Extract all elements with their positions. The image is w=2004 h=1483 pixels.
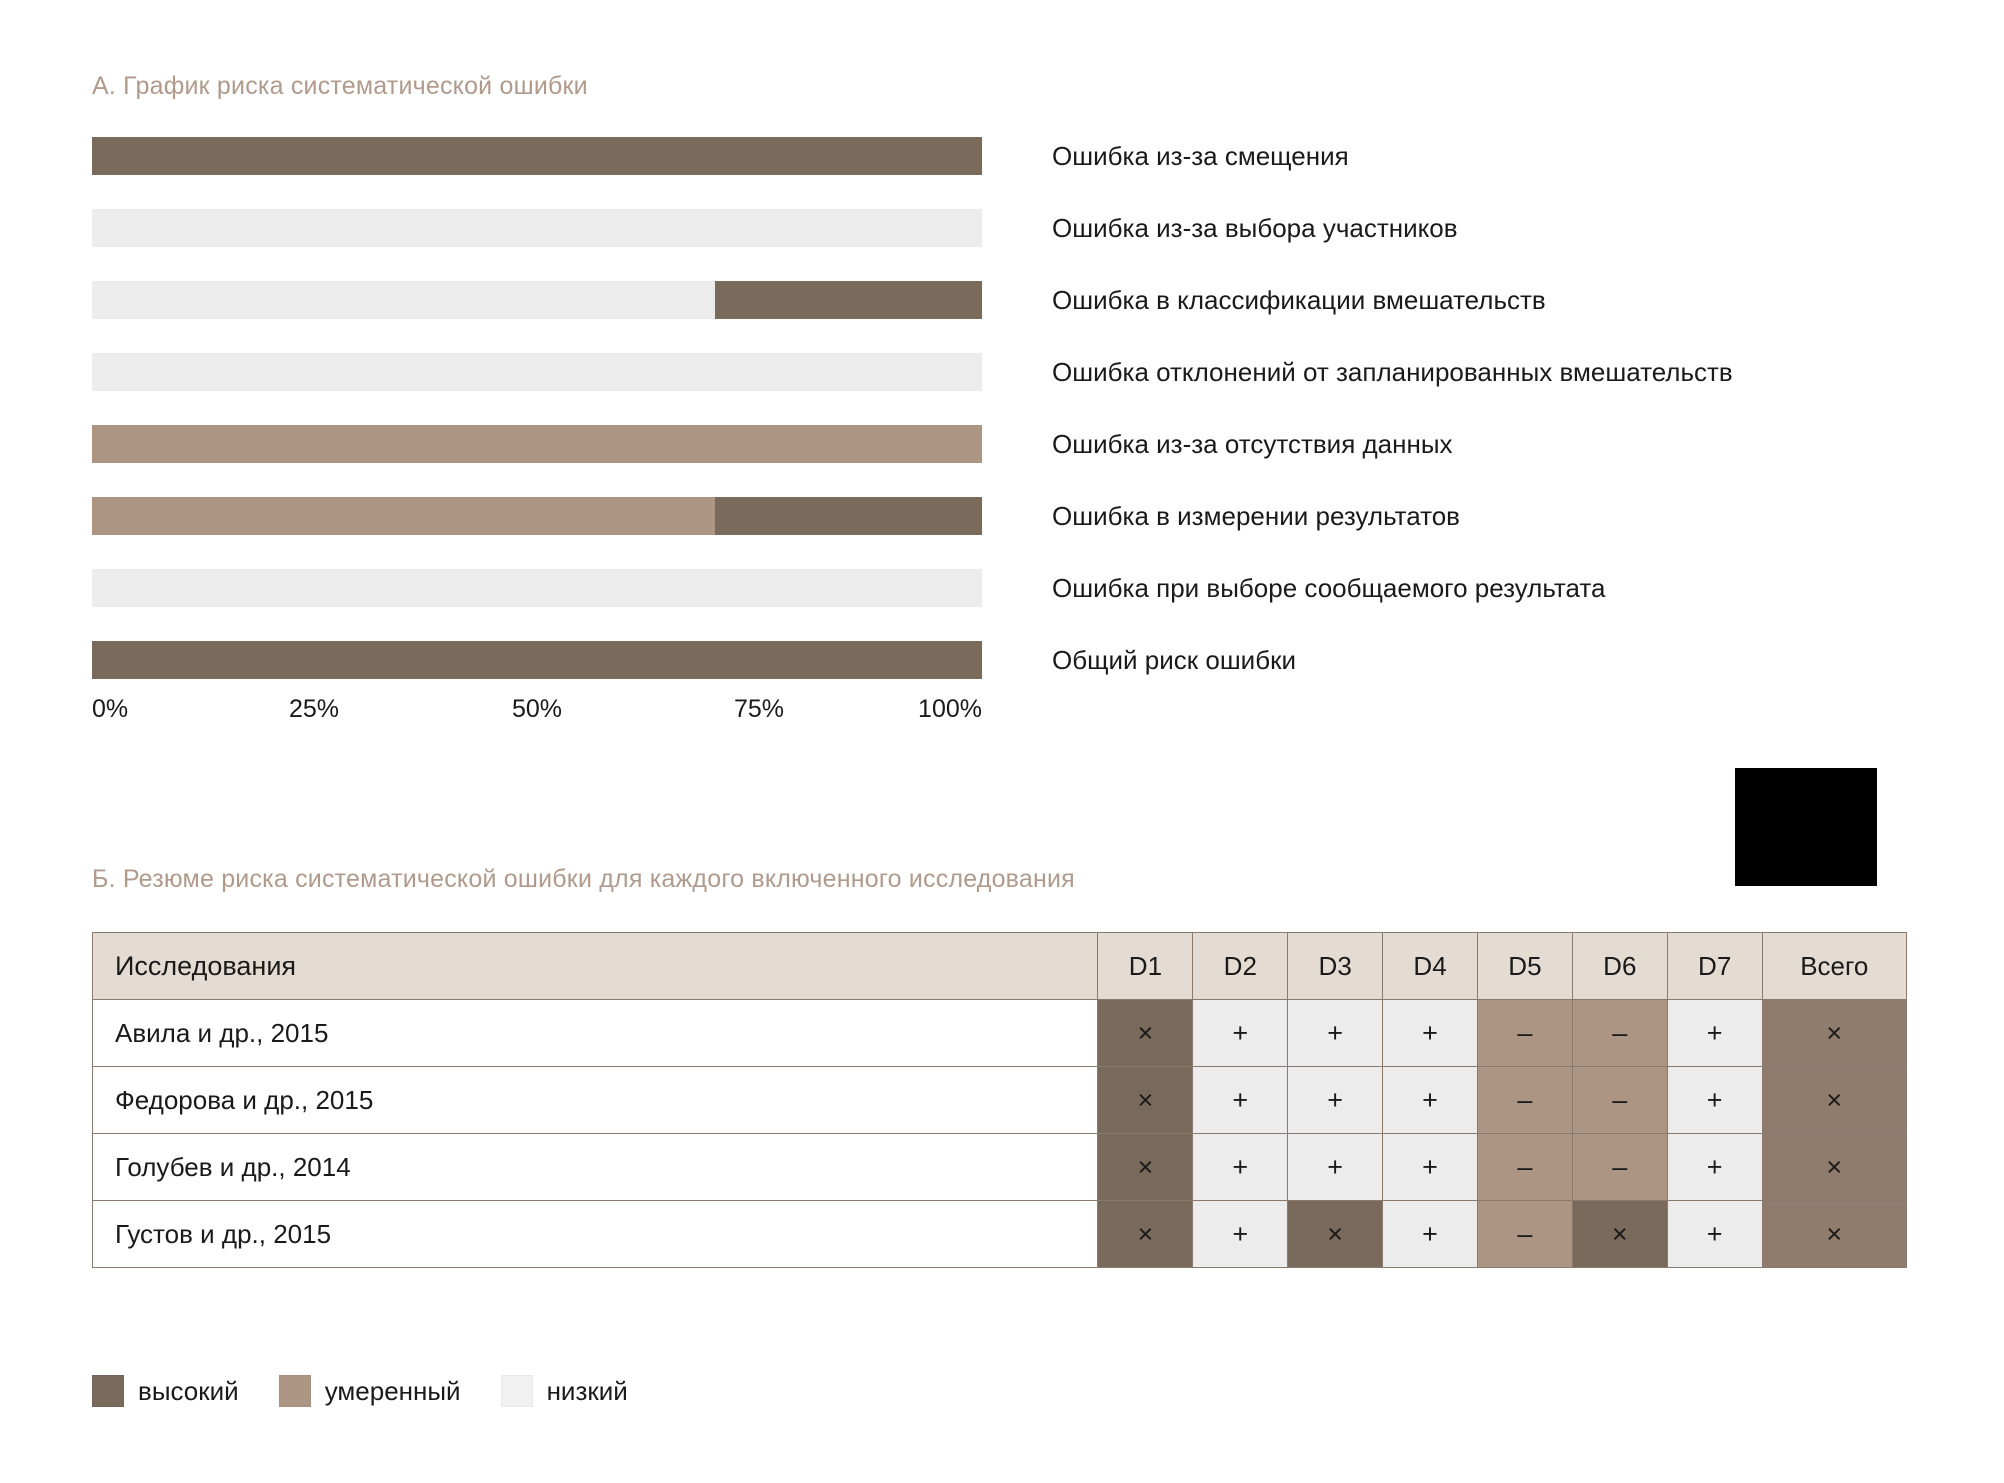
rob-mark: × [1826, 1018, 1843, 1048]
rob-cell-d5 [1477, 1000, 1572, 1067]
rob-cell-total [1762, 1201, 1906, 1268]
table-row [93, 1000, 1907, 1067]
rob-cell-d1 [1098, 1000, 1193, 1067]
legend-item-moderate [279, 1375, 461, 1407]
bar-segment-low [92, 353, 982, 391]
rob-cell-d6 [1572, 1000, 1667, 1067]
rob-cell-d5 [1477, 1134, 1572, 1201]
bar-row [92, 641, 1952, 679]
bar-label: Ошибка в классификации вмешательств [1052, 284, 1546, 315]
x-axis [92, 695, 982, 735]
table-header-row [93, 933, 1907, 1000]
study-name: Голубев и др., 2014 [93, 1134, 1098, 1201]
column-header-d7: D7 [1667, 933, 1762, 1000]
bar-label: Ошибка при выборе сообщаемого результата [1052, 572, 1606, 603]
bar-segment-moderate [92, 425, 982, 463]
bar-track [92, 569, 982, 607]
legend-label-moderate: умеренный [324, 1375, 461, 1406]
rob-mark: – [1612, 1152, 1628, 1182]
column-header-d2: D2 [1193, 933, 1288, 1000]
bar-segment-high [92, 641, 982, 679]
legend-swatch-moderate [279, 1375, 311, 1407]
bar-track [92, 497, 982, 535]
rob-cell-d4 [1383, 1000, 1478, 1067]
rob-mark: + [1706, 1018, 1723, 1048]
legend-item-high [92, 1375, 239, 1407]
column-header-total: Всего [1762, 933, 1906, 1000]
rob-cell-d2 [1193, 1134, 1288, 1201]
bar-segment-high [715, 281, 982, 319]
rob-mark: × [1137, 1152, 1154, 1182]
rob-mark: – [1612, 1085, 1628, 1115]
rob-mark: + [1232, 1219, 1249, 1249]
legend-label-high: высокий [138, 1375, 239, 1406]
rob-mark: × [1826, 1219, 1843, 1249]
rob-cell-d2 [1193, 1201, 1288, 1268]
bar-track [92, 209, 982, 247]
bar-row [92, 569, 1952, 607]
rob-cell-d4 [1383, 1134, 1478, 1201]
risk-of-bias-summary-panel [92, 865, 1952, 1268]
rob-cell-d5 [1477, 1201, 1572, 1268]
column-header-d3: D3 [1288, 933, 1383, 1000]
rob-cell-d3 [1288, 1134, 1383, 1201]
legend-label-low: низкий [546, 1375, 628, 1406]
rob-cell-d7 [1667, 1067, 1762, 1134]
rob-cell-total [1762, 1000, 1906, 1067]
risk-of-bias-graph-panel [92, 72, 1952, 735]
bar-label: Ошибка из-за выбора участников [1052, 212, 1458, 243]
bar-row [92, 497, 1952, 535]
column-header-studies: Исследования [93, 933, 1098, 1000]
rob-cell-d4 [1383, 1201, 1478, 1268]
table-row [93, 1201, 1907, 1268]
bar-track [92, 353, 982, 391]
panel-a-title: А. График риска систематической ошибки [92, 72, 588, 100]
bar-segment-low [92, 281, 715, 319]
bar-row [92, 353, 1952, 391]
bar-label: Общий риск ошибки [1052, 644, 1296, 675]
risk-of-bias-table [92, 932, 1907, 1268]
rob-mark: – [1517, 1219, 1533, 1249]
column-header-d5: D5 [1477, 933, 1572, 1000]
rob-cell-d2 [1193, 1067, 1288, 1134]
bar-label: Ошибка из-за смещения [1052, 140, 1349, 171]
table-row [93, 1134, 1907, 1201]
bar-track [92, 641, 982, 679]
bar-track [92, 425, 982, 463]
legend-item-low [501, 1375, 628, 1407]
rob-cell-d5 [1477, 1067, 1572, 1134]
rob-cell-d1 [1098, 1067, 1193, 1134]
axis-tick: 75% [733, 695, 785, 723]
bar-row [92, 281, 1952, 319]
rob-cell-d7 [1667, 1134, 1762, 1201]
legend [92, 1375, 654, 1407]
axis-tick: 50% [511, 695, 563, 723]
rob-mark: + [1232, 1152, 1249, 1182]
column-header-d6: D6 [1572, 933, 1667, 1000]
rob-mark: + [1327, 1085, 1344, 1115]
rob-mark: × [1327, 1219, 1344, 1249]
rob-mark: – [1517, 1018, 1533, 1048]
rob-cell-d7 [1667, 1201, 1762, 1268]
study-name: Густов и др., 2015 [93, 1201, 1098, 1268]
axis-tick: 0% [92, 695, 129, 723]
rob-mark: × [1137, 1085, 1154, 1115]
rob-cell-d3 [1288, 1000, 1383, 1067]
axis-tick: 25% [288, 695, 340, 723]
rob-mark: – [1517, 1152, 1533, 1182]
rob-mark: + [1232, 1018, 1249, 1048]
rob-cell-d3 [1288, 1067, 1383, 1134]
rob-cell-d2 [1193, 1000, 1288, 1067]
column-header-d1: D1 [1098, 933, 1193, 1000]
legend-swatch-low [501, 1375, 533, 1407]
rob-mark: × [1137, 1018, 1154, 1048]
bar-segment-high [92, 137, 982, 175]
rob-mark: × [1826, 1152, 1843, 1182]
panel-b-title: Б. Резюме риска систематической ошибки для каждого включенного исследования [92, 865, 1075, 893]
rob-mark: + [1327, 1018, 1344, 1048]
rob-mark: + [1706, 1152, 1723, 1182]
rob-mark: + [1232, 1085, 1249, 1115]
rob-mark: + [1422, 1018, 1438, 1048]
rob-mark: + [1422, 1152, 1438, 1182]
table-row [93, 1067, 1907, 1134]
bar-track [92, 137, 982, 175]
rob-mark: × [1826, 1085, 1843, 1115]
column-header-d4: D4 [1383, 933, 1478, 1000]
rob-mark: + [1422, 1219, 1438, 1249]
rob-cell-d3 [1288, 1201, 1383, 1268]
rob-mark: – [1517, 1085, 1533, 1115]
bar-row [92, 209, 1952, 247]
bar-label: Ошибка в измерении результатов [1052, 500, 1460, 531]
bar-segment-low [92, 569, 982, 607]
bar-row [92, 425, 1952, 463]
rob-cell-d4 [1383, 1067, 1478, 1134]
rob-cell-total [1762, 1134, 1906, 1201]
bar-row [92, 137, 1952, 175]
rob-mark: + [1706, 1085, 1723, 1115]
rob-mark: × [1137, 1219, 1154, 1249]
rob-cell-total [1762, 1067, 1906, 1134]
rob-mark: + [1327, 1152, 1344, 1182]
bar-segment-moderate [92, 497, 715, 535]
study-name: Авила и др., 2015 [93, 1000, 1098, 1067]
rob-cell-d6 [1572, 1201, 1667, 1268]
rob-mark: + [1706, 1219, 1723, 1249]
rob-cell-d7 [1667, 1000, 1762, 1067]
bar-track [92, 281, 982, 319]
bar-label: Ошибка из-за отсутствия данных [1052, 428, 1453, 459]
bar-segment-low [92, 209, 982, 247]
bar-segment-high [715, 497, 982, 535]
rob-mark: × [1611, 1219, 1628, 1249]
rob-mark: – [1612, 1018, 1628, 1048]
rob-cell-d1 [1098, 1134, 1193, 1201]
bar-chart [92, 137, 1952, 679]
rob-cell-d1 [1098, 1201, 1193, 1268]
rob-cell-d6 [1572, 1134, 1667, 1201]
bar-label: Ошибка отклонений от запланированных вмешательств [1052, 356, 1733, 387]
axis-tick: 100% [918, 695, 982, 723]
rob-cell-d6 [1572, 1067, 1667, 1134]
study-name: Федорова и др., 2015 [93, 1067, 1098, 1134]
rob-mark: + [1422, 1085, 1438, 1115]
legend-swatch-high [92, 1375, 124, 1407]
